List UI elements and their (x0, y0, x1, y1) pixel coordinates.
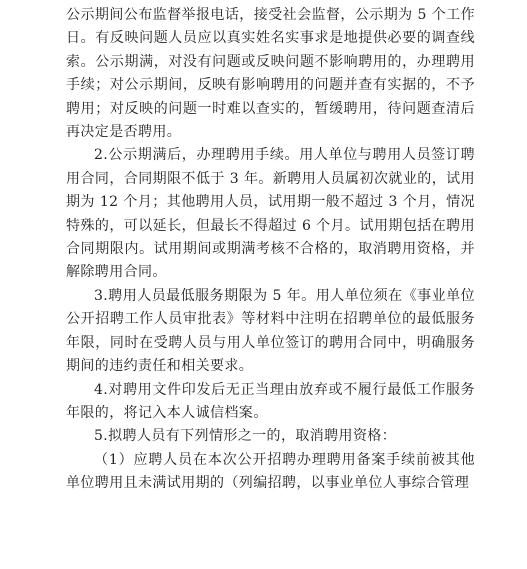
paragraph-subitem-1: （1）应聘人员在本次公开招聘办理聘用备案手续前被其他单位聘用且未满试用期的（列编招聘，以事业单位人事综合管理 (66, 451, 475, 492)
paragraph-item-3-minimum-service-period: 3.聘用人员最低服务期限为 5 年。用人单位须在《事业单位公开招聘工作人员审批表》等材料中注明在招聘单位的最低服务年限，同时在受聘人员与用人单位签订的聘用合同中，明确服务期间的违约责任和相关要求。 (66, 287, 475, 375)
paragraph-item-2-hiring-procedures: 2.公示期满后，办理聘用手续。用人单位与聘用人员签订聘用合同，合同期限不低于 3 年。新聘用人员属初次就业的，试用期为 12 个月；其他聘用人员，试用期一般不超过 3 个月，情况特殊的，可以延长，但最长不得超过 6 个月。试用期包括在聘用合同期限内。试用期间或期满考核不合格的，取消聘用资格，并解除聘用合同。 (66, 147, 475, 281)
paragraph-item-5-disqualification: 5.拟聘人员有下列情形之一的，取消聘用资格： (94, 428, 397, 445)
paragraph-public-notice-period: 公示期间公布监督举报电话，接受社会监督，公示期为 5 个工作日。有反映问题人员应以真实姓名实事求是地提供必要的调查线索。公示期满，对没有问题或反映问题不影响聘用的，办理聘用手续；对公示期间，反映有影响聘用的问题并查有实据的，不予聘用；对反映的问题一时难以查实的，暂缓聘用，待问题查清后再决定是否聘用。 (66, 7, 475, 141)
paragraph-item-4-integrity-record: 4.对聘用文件印发后无正当理由放弃或不履行最低工作服务年限的，将记入本人诚信档案。 (66, 381, 475, 421)
